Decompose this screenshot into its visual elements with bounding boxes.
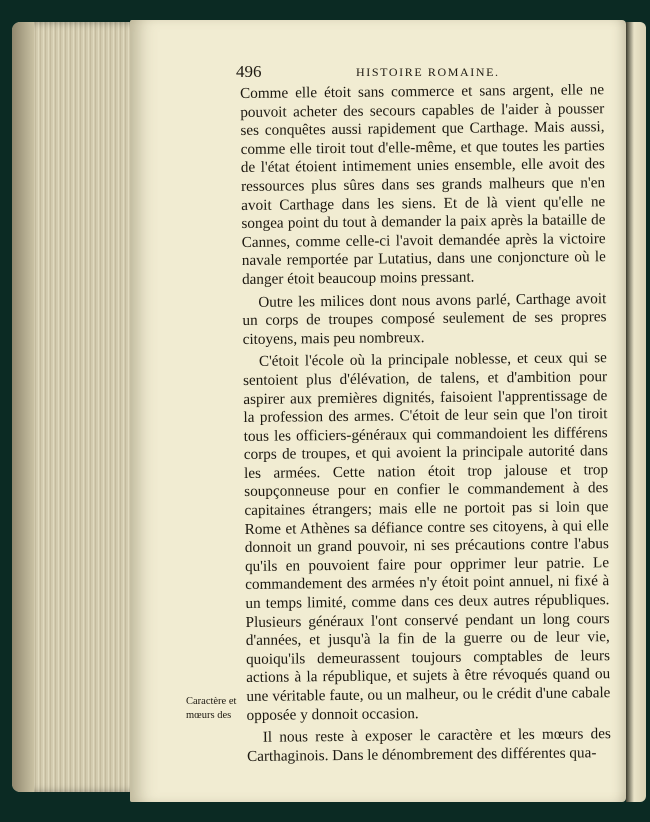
margin-note-line: Caractère et: [186, 696, 237, 707]
margin-note: [186, 695, 242, 723]
paragraph: Outre les milices dont nous avons parlé, Carthage avoit un corps de troupes composé seulement de ses propres citoyens, mais peu nombreux.: [242, 289, 607, 348]
facing-page-edge: [626, 22, 646, 802]
paragraph: Il nous reste à exposer le caractère et les mœurs des Carthaginois. Dans le dénombrement des différentes qua-: [246, 725, 611, 765]
running-title: HISTOIRE ROMAINE.: [356, 65, 500, 79]
page-header: [236, 62, 608, 82]
body-text: [240, 81, 611, 766]
margin-note-line: mœurs des: [186, 710, 232, 721]
paragraph: Comme elle étoit sans commerce et sans argent, elle ne pouvoit acheter des secours capables de l'aider à pousser ses conquêtes aussi rapidement que Carthage. Mais aussi, comme elle tiroit tout d'elle-même, et que toutes les parties de l'état étoient intimement unies ensemble, elle avoit des ressources plus sûres dans ses grands malheurs que n'en avoit Carthage dans les siens. Et de là vient qu'elle ne songea point du tout à demander la paix après la bataille de Cannes, comme celle-ci l'avoit demandée après la victoire navale remportée par Lutatius, dans une conjoncture où le danger étoit beaucoup moins pressant.: [240, 81, 606, 288]
paragraph: C'étoit l'école où la principale noblesse, et ceux qui se sentoient plus d'élévation, de talens, et d'ambition pour aspirer aux premières dignités, faisoient l'apprentissage de la profession des armes. C'étoit de leur sein que l'on tiroit tous les officiers-généraux qui commandoient les différens corps de troupes, et qui avoient la principale autorité dans les armées. Cette nation étoit trop jalouse et trop soupçonneuse pour en confier le commandement à des capitaines étrangers; mais elle ne portoit pas si loin que Rome et Athènes sa défiance contre ses citoyens, à qui elle donnoit un grand pouvoir, ni ses précautions contre l'abus qu'ils en pouvoient faire pour opprimer leur patrie. Le commandement des armées n'y étoit point annuel, ni fixé à un temps limité, comme dans ces deux autres républiques. Plusieurs généraux l'ont conservé pendant un long cours d'années, et jusqu'à la fin de la guerre ou de leur vie, quoiqu'ils demeurassent toujours comptables de leurs actions à la république, et sujets à être révoqués quand ou une véritable faute, ou un malheur, ou le crédit d'une cabale opposée y donnoit occasion.: [243, 349, 611, 724]
book-page-edges: [12, 22, 140, 792]
page-number: 496: [236, 62, 262, 81]
